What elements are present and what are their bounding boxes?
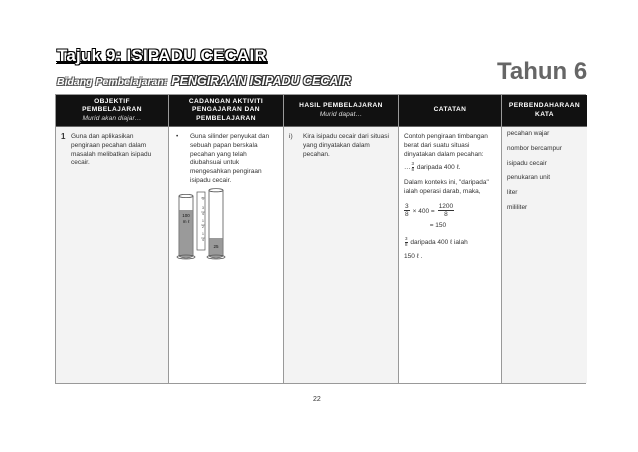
scale-label-4b: 4	[202, 238, 204, 242]
left-cylinder-label-top: 100	[182, 213, 190, 218]
outcome-text: Kira isipadu cecair dari situasi yang dinyatakan dalam pecahan.	[303, 133, 389, 158]
outcome-marker: i)	[289, 133, 293, 140]
activity-item	[174, 133, 278, 186]
note-equation	[404, 203, 496, 231]
header-hasil-sub: Murid dapat…	[319, 110, 363, 118]
activity-bullet: •	[176, 133, 179, 140]
left-cylinder-rim	[179, 194, 193, 197]
column-catatan	[399, 95, 502, 383]
learning-area-value: PENGIRAAN ISIPADU CECAIR	[171, 74, 351, 88]
page-title: Tajuk 9: ISIPADU CECAIR	[57, 46, 267, 65]
header-cadangan-line3: PEMBELAJARAN	[196, 114, 256, 122]
column-hasil	[284, 95, 399, 383]
answer-denominator: 8	[405, 241, 408, 247]
header-perbendaharaan	[502, 95, 587, 127]
note-context: Dalam konteks ini, "daripada" ialah operasi darab, maka,	[404, 179, 489, 195]
equation-right	[429, 202, 454, 231]
equation-result: = 150	[429, 222, 447, 230]
scale-label-1: 1	[201, 195, 205, 201]
header-catatan	[399, 95, 501, 127]
right-cylinder-rim	[209, 189, 223, 192]
vocab-item: penukaran unit	[507, 174, 551, 182]
header-cadangan	[169, 95, 283, 127]
learning-area	[57, 72, 351, 90]
activity-text: Guna silinder penyukat dan sebuah papan berskala pecahan yang telah diubahsuai untuk mengesahkan pengiraan isipadu cecair.	[190, 133, 270, 184]
equation-operation: × 400 =	[412, 207, 435, 215]
note-example-suffix: daripada 400 ℓ.	[416, 164, 461, 172]
learning-area-label: Bidang Pembelajaran:	[57, 76, 168, 88]
right-cylinder-label: 25	[213, 244, 219, 249]
equation-result-numerator: 1200	[438, 202, 454, 210]
curriculum-table	[55, 94, 586, 384]
scale-label-1b: 1	[202, 219, 204, 223]
column-perbendaharaan	[502, 95, 587, 383]
header-perbendaharaan-line2: KATA	[535, 110, 554, 118]
header-catatan-title: CATATAN	[433, 106, 467, 114]
scale-label-2: 2	[202, 225, 204, 229]
vocab-item: liter	[507, 189, 518, 197]
objective-item	[61, 133, 163, 168]
vocab-item: nombor bercampur	[507, 144, 562, 152]
measuring-cylinder-figure	[173, 188, 229, 268]
equation-result-denominator: 8	[444, 211, 448, 219]
note-answer	[404, 237, 496, 248]
header-objektif-sub: Murid akan diajar…	[82, 114, 142, 122]
equation-result-fraction	[438, 203, 454, 220]
equation-denominator: 8	[405, 211, 409, 219]
equation-fraction	[404, 203, 410, 220]
header-hasil	[284, 95, 398, 127]
scale-label-1c: 1	[202, 232, 204, 236]
year-label: Tahun 6	[497, 58, 588, 85]
note-example-prefix: …	[404, 164, 411, 172]
fraction-numerator: 3	[411, 161, 415, 167]
note-answer-fraction	[405, 237, 408, 247]
column-cadangan	[169, 95, 284, 383]
answer-numerator: 3	[405, 235, 408, 241]
note-answer-value: 150 ℓ .	[404, 252, 423, 260]
header-objektif-line2: PEMBELAJARAN	[82, 106, 142, 114]
objective-number: 1	[61, 132, 66, 141]
note-intro: Contoh pengiraan timbangan berat dari suatu situasi dinyatakan dalam pecahan:	[404, 133, 488, 158]
column-objektif	[56, 95, 169, 383]
header-objektif-line1: OBJEKTIF	[94, 98, 130, 106]
objective-text: Guna dan aplikasikan pengiraan pecahan dalam masalah melibatkan isipadu cecair.	[71, 133, 152, 167]
equation-numerator: 3	[405, 202, 409, 210]
page-number: 22	[313, 396, 321, 403]
scale-label-4: 4	[202, 212, 204, 216]
vocab-item: mililiter	[507, 203, 528, 211]
header-hasil-title: HASIL PEMBELAJARAN	[299, 102, 383, 110]
header-perbendaharaan-line1: PERBENDAHARAAN	[508, 102, 581, 110]
left-cylinder-label-unit: m ℓ	[182, 219, 190, 224]
vocab-item: isipadu cecair	[507, 159, 547, 167]
note-example-fraction	[412, 162, 415, 172]
fraction-denominator: 8	[411, 167, 415, 173]
header-objektif	[56, 95, 168, 127]
note-answer-suffix: daripada 400 ℓ ialah	[410, 238, 468, 246]
vocab-item: pecahan wajar	[507, 130, 550, 137]
outcome-item	[289, 133, 393, 159]
header-cadangan-line1: CADANGAN AKTIVITI	[188, 98, 264, 106]
note-example	[404, 162, 496, 173]
header-cadangan-line2: PENGAJARAN DAN	[192, 106, 260, 114]
scale-label-3: 3	[202, 206, 204, 210]
